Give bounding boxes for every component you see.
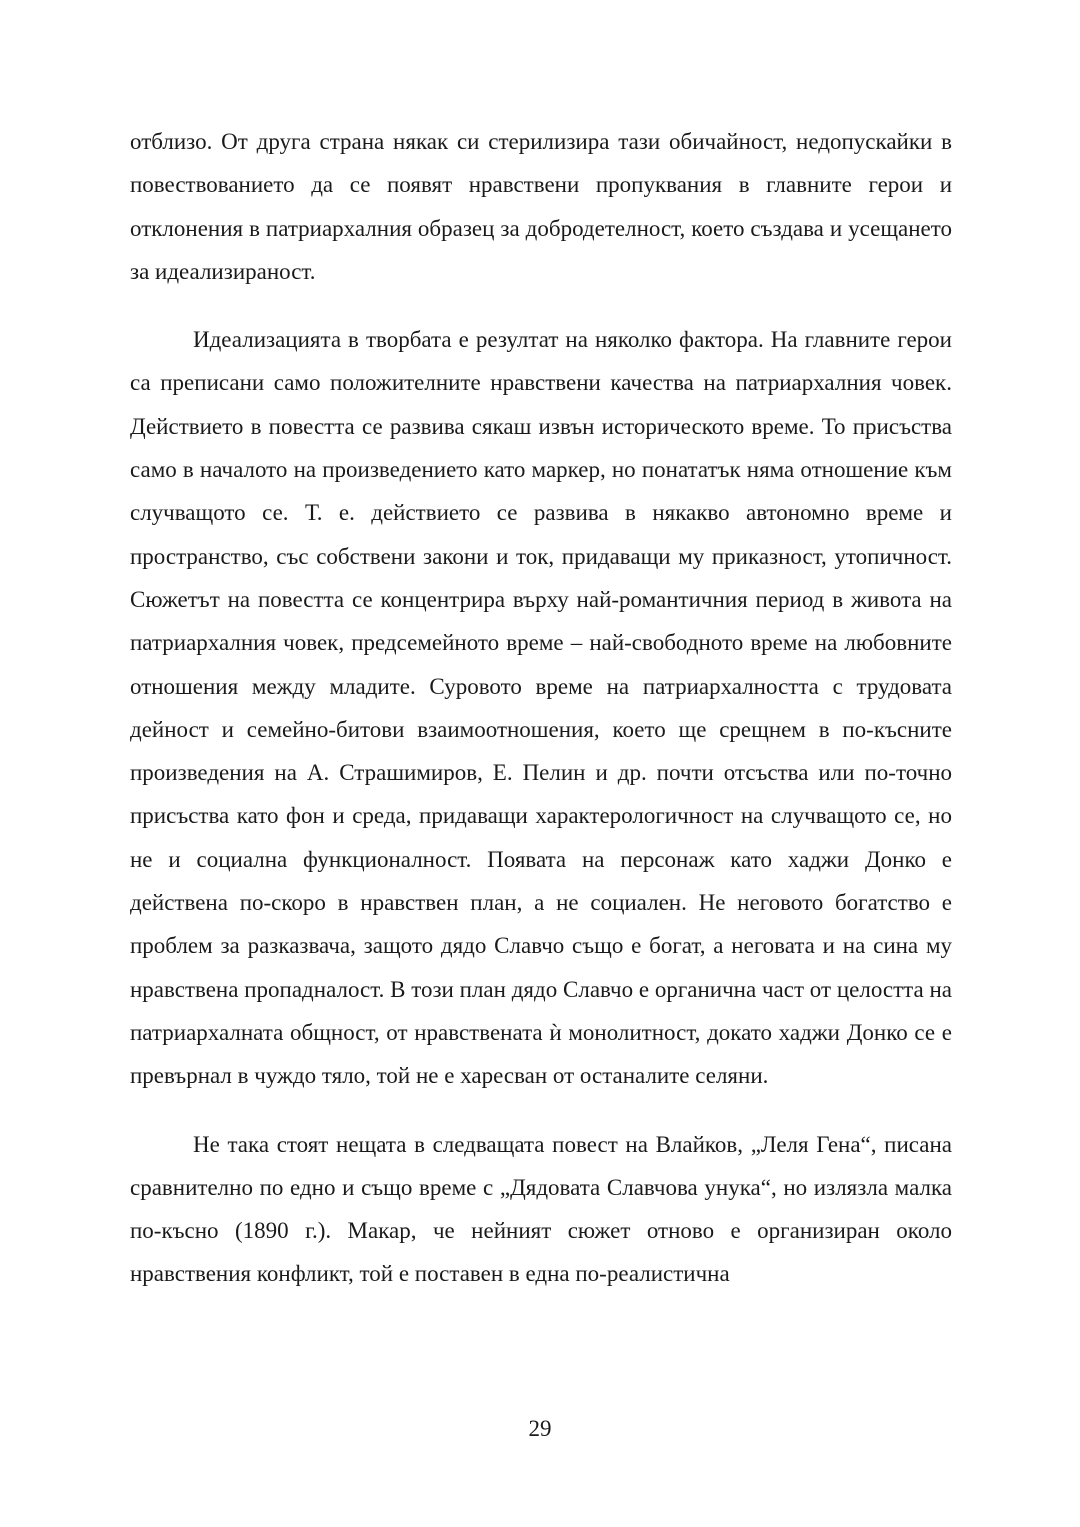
body-text bbox=[130, 120, 952, 1296]
paragraph-lelya-gena: Не така стоят нещата в следващата повест на Влайков, „Леля Гена“, писана сравнително по едно и също време с „Дядовата Славчова унука“, но излязла малка по-късно (1890 г.). Макар, че нейният сюжет отново е организиран около нравствения конфликт, той е поставен в една по-реалистична bbox=[130, 1131, 952, 1287]
paragraph-continued: отблизо. От друга страна някак си стерилизира тази обичайност, недопускайки в повествованието да се появят нравствени пропуквания в главните герои и отклонения в патриархалния образец за добродетелност, което създава и усещането за идеализираност. bbox=[130, 129, 952, 284]
page-number: 29 bbox=[528, 1416, 552, 1441]
paragraph-idealization: Идеализацията в творбата е резултат на няколко фактора. На главните герои са преписани само положителните нравствени качества на патриархалния човек. Действието в повестта се развива сякаш извън историческото време. То присъства само в началото на произведението като маркер, но понататък няма отношение към случващото се. Т. е. действието се развива в някакво автономно време и пространство, със собствени закони и ток, придаващи му приказност, утопичност. Сюжетът на повестта се концентрира върху най-романтичния период в живота на патриархалния човек, предсемейното време – най-свободното време на любовните отношения между младите. Суровото време на патриархалността с трудовата дейност и семейно-битови взаимоотношения, което ще срещнем в по-късните произведения на А. Страшимиров, Е. Пелин и др. почти отсъства или по-точно присъства като фон и среда, придаващи характерологичност на случващото се, но не и социална функционалност. Появата на персонаж като хаджи Донко е действена по-скоро в нравствен план, а не социален. Не неговото богатство е проблем за разказвача, защото дядо Славчо също е богат, а неговата и на сина му нравствена пропадналост. В този план дядо Славчо е органична част от целостта на патриархалната общност, от нравствената ѝ монолитност, докато хаджи Донко се е превърнал в чуждо тяло, той не е харесван от останалите селяни. bbox=[130, 327, 952, 1089]
